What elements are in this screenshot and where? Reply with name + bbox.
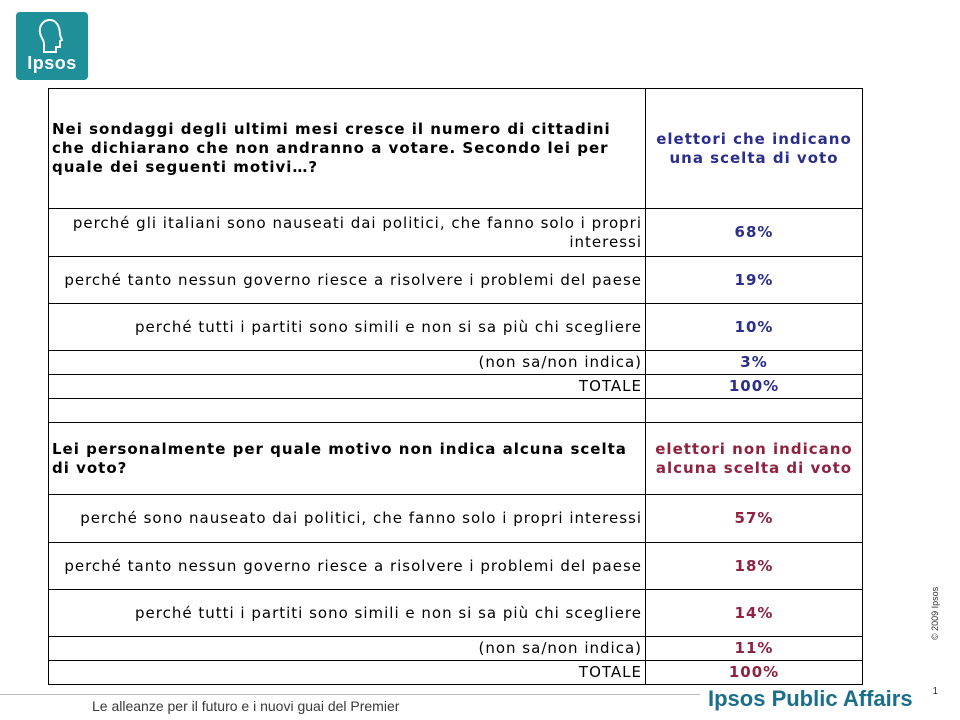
section2-column-header: elettori non indicano alcuna scelta di voto	[646, 423, 863, 495]
table-row	[49, 590, 863, 637]
row-label: perché tutti i partiti sono simili e non si sa più chi scegliere	[49, 304, 646, 351]
row-value: 18%	[646, 543, 863, 590]
footer-title: Le alleanze per il futuro e i nuovi guai del Premier	[92, 698, 400, 714]
section1-column-header: elettori che indicano una scelta di voto	[646, 89, 863, 209]
total-label: TOTALE	[49, 661, 646, 685]
section2-question: Lei personalmente per quale motivo non indica alcuna scelta di voto?	[49, 423, 646, 495]
row-label: (non sa/non indica)	[49, 637, 646, 661]
table-row	[49, 495, 863, 543]
row-value: 10%	[646, 304, 863, 351]
table-row	[49, 257, 863, 304]
row-value: 57%	[646, 495, 863, 543]
copyright-text: © 2009 Ipsos	[930, 586, 940, 640]
ipsos-logo	[16, 12, 88, 80]
row-label: perché gli italiani sono nauseati dai politici, che fanno solo i propri interessi	[49, 209, 646, 257]
spacer-cell	[646, 399, 863, 423]
total-row	[49, 375, 863, 399]
spacer-cell	[49, 399, 646, 423]
footer-divider	[0, 694, 700, 695]
total-row	[49, 661, 863, 685]
row-label: perché tutti i partiti sono simili e non si sa più chi scegliere	[49, 590, 646, 637]
spacer-row	[49, 399, 863, 423]
section1-header-row	[49, 89, 863, 209]
logo-text: Ipsos	[27, 53, 77, 73]
total-value: 100%	[646, 661, 863, 685]
table-row	[49, 543, 863, 590]
row-value: 19%	[646, 257, 863, 304]
row-value: 68%	[646, 209, 863, 257]
section1-question: Nei sondaggi degli ultimi mesi cresce il numero di cittadini che dichiarano che non andranno a votare. Secondo lei per quale dei seguenti motivi…?	[49, 89, 646, 209]
brand-wordmark: Ipsos Public Affairs	[708, 686, 913, 711]
section2-header-row	[49, 423, 863, 495]
total-label: TOTALE	[49, 375, 646, 399]
row-value: 14%	[646, 590, 863, 637]
table-row	[49, 304, 863, 351]
row-label: (non sa/non indica)	[49, 351, 646, 375]
total-value: 100%	[646, 375, 863, 399]
row-value: 3%	[646, 351, 863, 375]
table-row	[49, 351, 863, 375]
row-label: perché tanto nessun governo riesce a risolvere i problemi del paese	[49, 257, 646, 304]
row-value: 11%	[646, 637, 863, 661]
page-number: 1	[932, 686, 938, 697]
row-label: perché sono nauseato dai politici, che fanno solo i propri interessi	[49, 495, 646, 543]
row-label: perché tanto nessun governo riesce a risolvere i problemi del paese	[49, 543, 646, 590]
table-row	[49, 209, 863, 257]
survey-table	[48, 88, 863, 685]
table-row	[49, 637, 863, 661]
head-profile-icon	[36, 18, 64, 54]
